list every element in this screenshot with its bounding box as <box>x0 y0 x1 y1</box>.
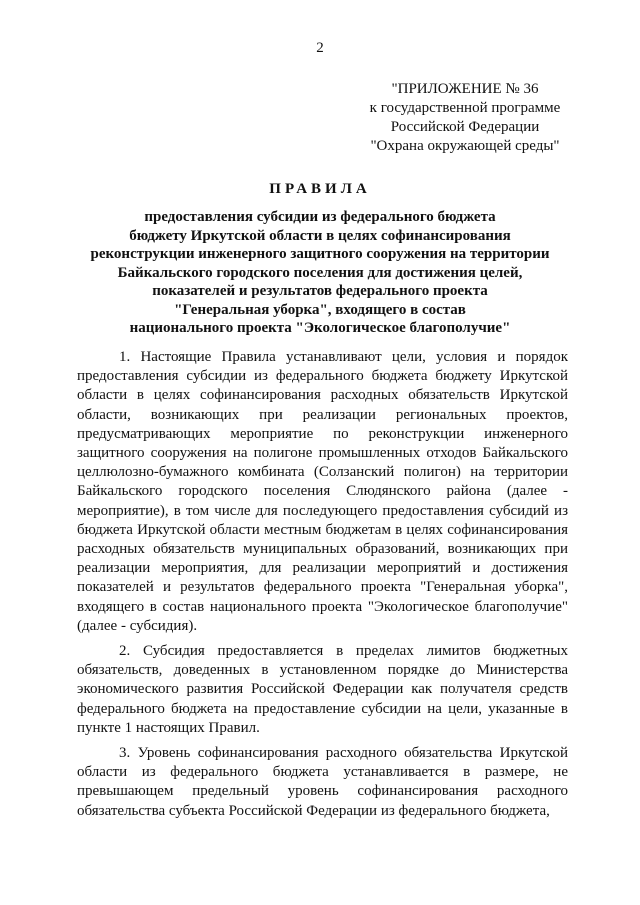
subtitle-line: предоставления субсидии из федерального бюджета <box>144 209 496 225</box>
document-title: ПРАВИЛА <box>269 181 371 197</box>
appendix-header <box>330 80 600 156</box>
appendix-line: к государственной программе <box>369 100 561 116</box>
document-subtitle <box>0 208 640 338</box>
appendix-line: "Охрана окружающей среды" <box>370 138 560 154</box>
page-number: 2 <box>316 40 324 56</box>
document-body <box>77 348 568 827</box>
appendix-line: "ПРИЛОЖЕНИЕ № 36 <box>391 81 539 97</box>
subtitle-line: "Генеральная уборка", входящего в состав <box>174 301 466 318</box>
subtitle-line: Байкальского городского поселения для достижения целей, <box>117 264 523 281</box>
subtitle-line: реконструкции инженерного защитного сооружения на территории <box>90 246 550 262</box>
subtitle-line: показателей и результатов федерального проекта <box>152 283 488 299</box>
subtitle-line: национального проекта "Экологическое благополучие" <box>129 320 511 336</box>
appendix-line: Российской Федерации <box>390 119 540 135</box>
paragraph-3: 3. Уровень софинансирования расходного обязательства Иркутской области из федерального бюджета устанавливается в размере, не превышающем предельный уровень софинансирования расходного обязательства субъекта Российской Федерации из федерального бюджета, <box>77 745 568 819</box>
subtitle-line: бюджету Иркутской области в целях софинансирования <box>129 227 511 244</box>
paragraph-1: 1. Настоящие Правила устанавливают цели, условия и порядок предоставления субсидии из федерального бюджета бюджету Иркутской области в целях софинансирования расходных обязательств Иркутской области, возникающих при реализации региональных проектов, предусматривающих мероприятие по реконструкции инженерного защитного сооружения на полигоне промышленных отходов Байкальского целлюлозно-бумажного комбината (Солзанский полигон) на территории Байкальского городского поселения Слюдянского района (далее - мероприятие), в том числе для последующего предоставления субсидий из бюджета Иркутской области местным бюджетам в целях софинансирования расходных обязательств муниципальных образований, возникающих при реализации мероприятия, для реализации мероприятий и достижения показателей и результатов федерального проекта "Генеральная уборка", входящего в состав национального проекта "Экологическое благополучие" (далее - субсидия). <box>77 349 568 634</box>
paragraph-2: 2. Субсидия предоставляется в пределах лимитов бюджетных обязательств, доведенных в установленном порядке до Министерства экономического развития Российской Федерации как получателя средств федерального бюджета на предоставление субсидии на цели, указанные в пункте 1 настоящих Правил. <box>77 643 568 736</box>
